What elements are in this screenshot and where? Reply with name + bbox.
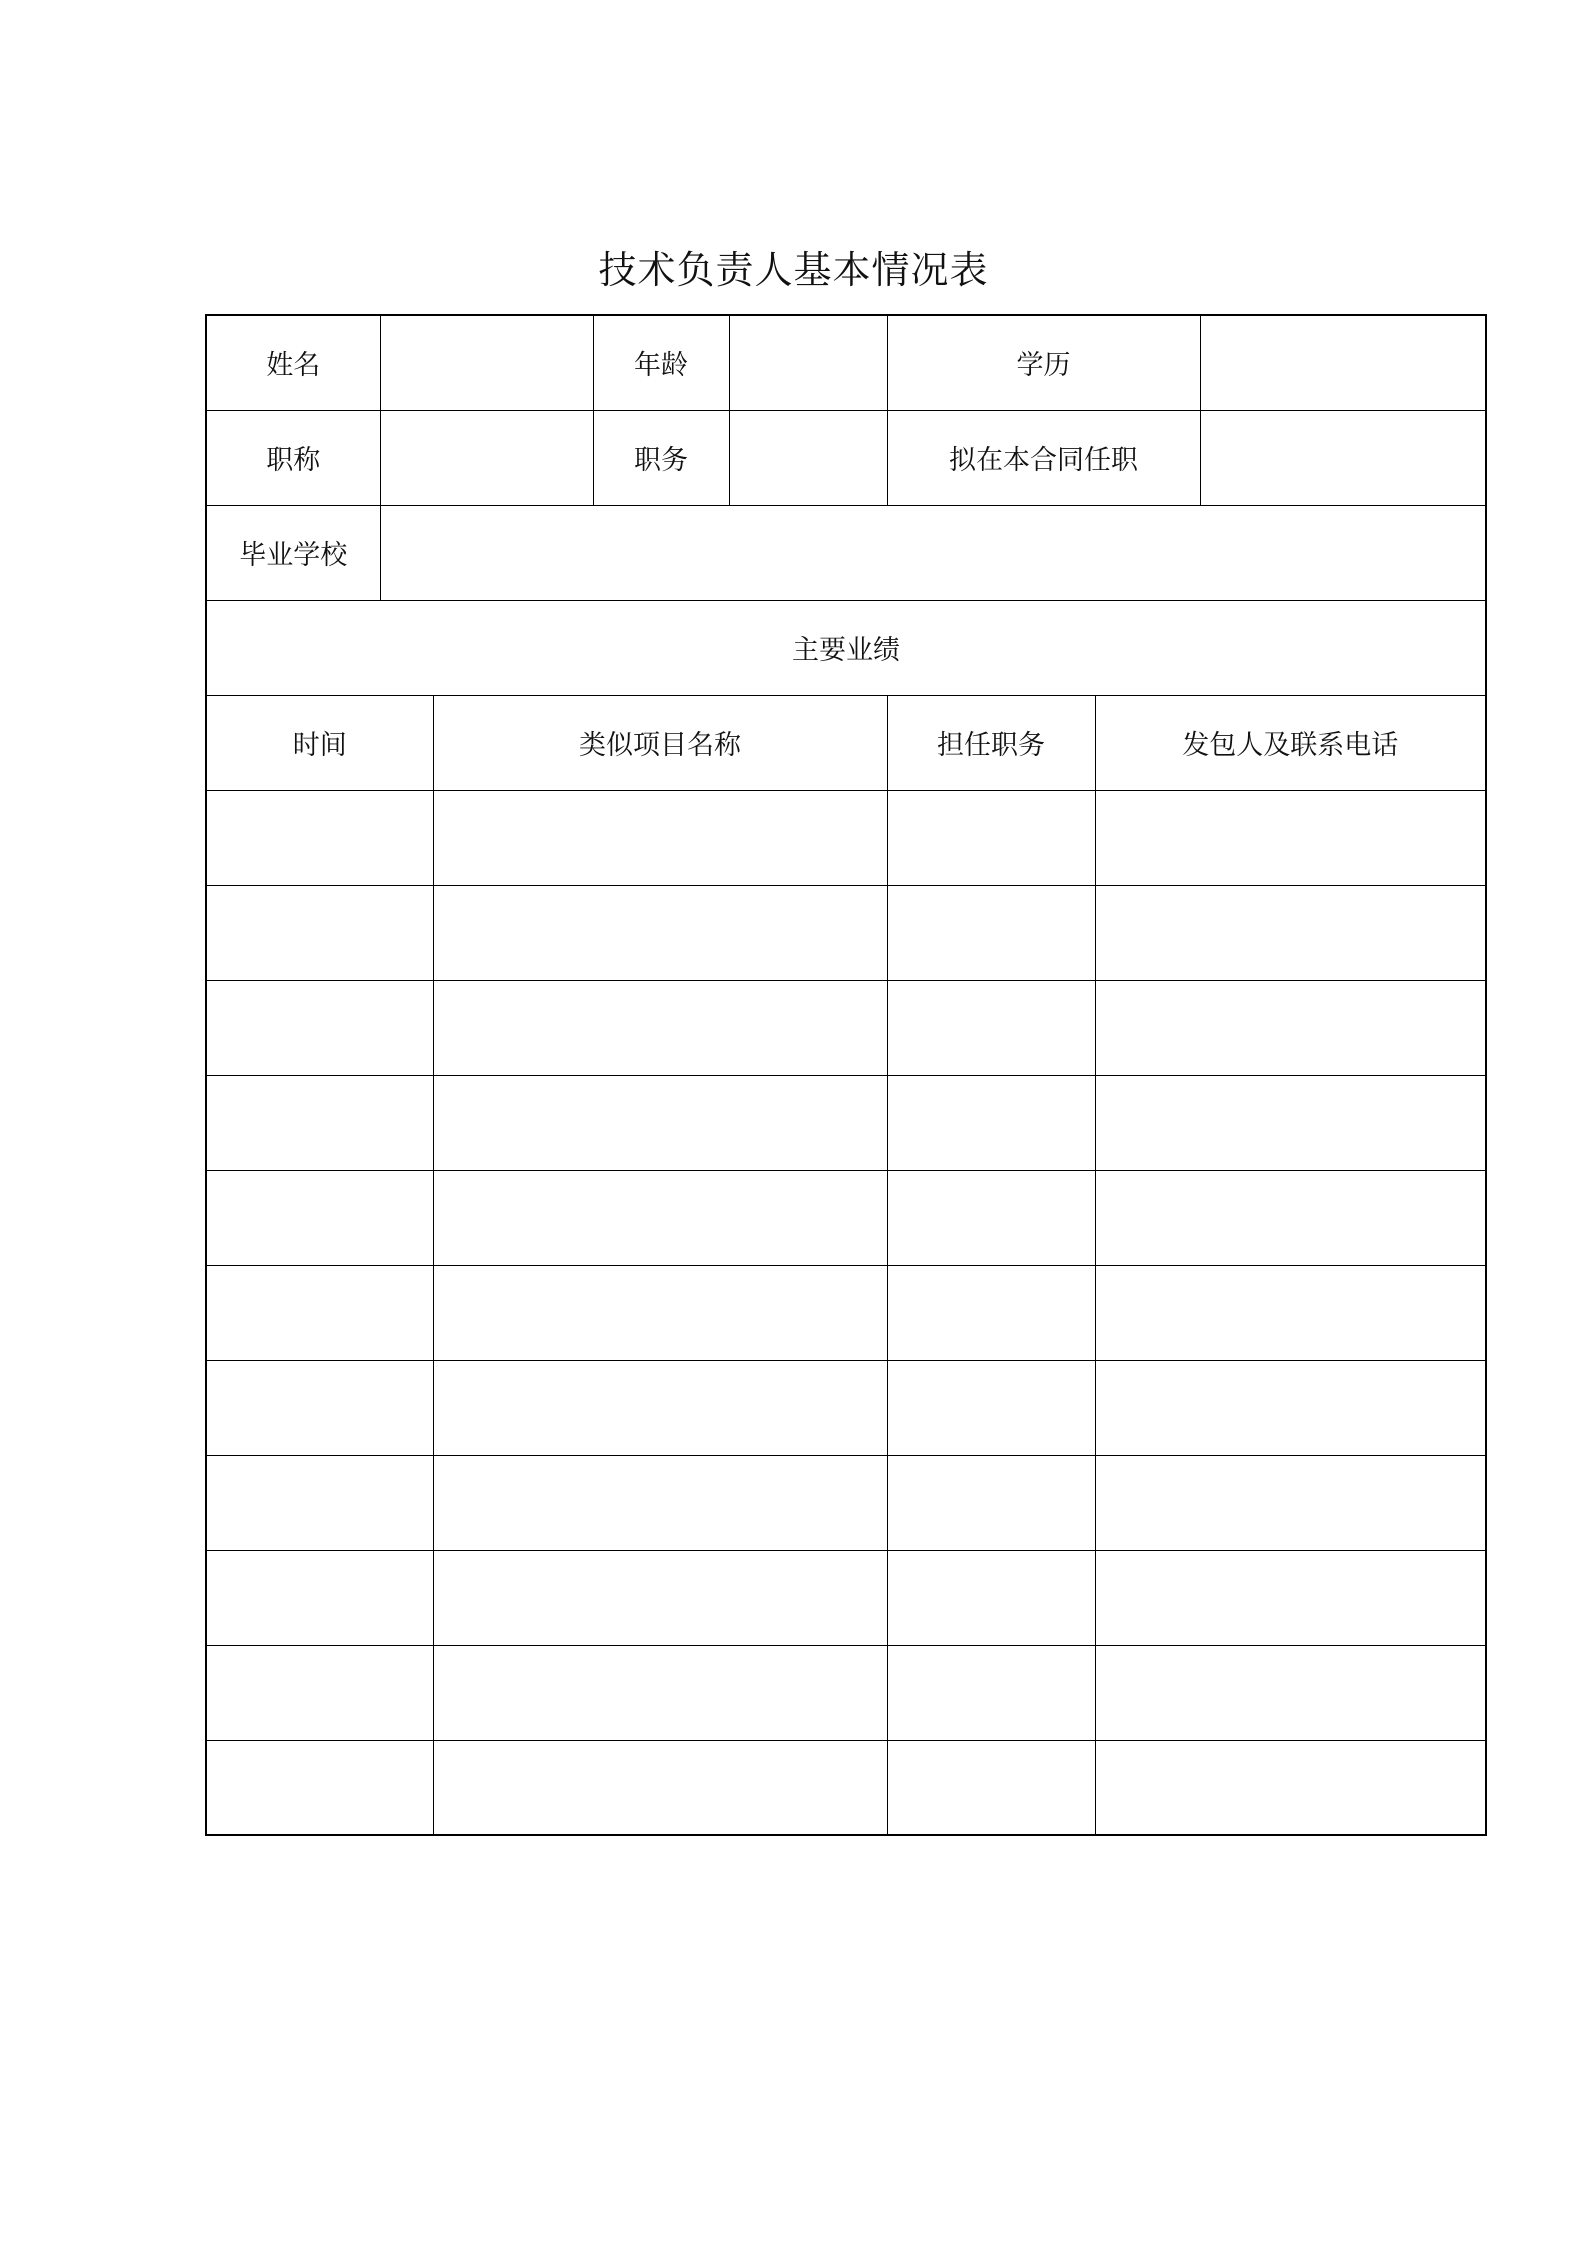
achievement-time-cell[interactable]	[206, 1170, 433, 1265]
proposed-role-field[interactable]	[1200, 410, 1486, 505]
achievement-time-cell[interactable]	[206, 790, 433, 885]
achievements-header-row	[206, 695, 1486, 790]
achievement-contact-cell[interactable]	[1095, 1170, 1486, 1265]
title-field[interactable]	[380, 410, 593, 505]
achievement-time-cell[interactable]	[206, 1550, 433, 1645]
column-header-time: 时间	[206, 695, 433, 790]
name-label: 姓名	[206, 315, 380, 410]
achievement-contact-cell[interactable]	[1095, 790, 1486, 885]
position-field[interactable]	[729, 410, 887, 505]
achievement-project-cell[interactable]	[433, 1740, 887, 1835]
achievement-row	[206, 790, 1486, 885]
page-title: 技术负责人基本情况表	[598, 248, 989, 292]
title-label: 职称	[206, 410, 380, 505]
achievement-time-cell[interactable]	[206, 1740, 433, 1835]
school-label: 毕业学校	[206, 505, 380, 600]
achievement-row	[206, 1170, 1486, 1265]
row-school	[206, 505, 1486, 600]
achievement-row	[206, 1265, 1486, 1360]
achievement-project-cell[interactable]	[433, 1645, 887, 1740]
achievement-role-cell[interactable]	[887, 980, 1095, 1075]
achievement-row	[206, 885, 1486, 980]
achievement-role-cell[interactable]	[887, 1360, 1095, 1455]
achievement-project-cell[interactable]	[433, 1265, 887, 1360]
achievement-role-cell[interactable]	[887, 790, 1095, 885]
achievement-role-cell[interactable]	[887, 1740, 1095, 1835]
achievement-time-cell[interactable]	[206, 980, 433, 1075]
achievement-row	[206, 1645, 1486, 1740]
row-achievements-title	[206, 600, 1486, 695]
achievement-row	[206, 1550, 1486, 1645]
row-basic-info-1	[206, 315, 1486, 410]
column-header-role: 担任职务	[887, 695, 1095, 790]
education-label: 学历	[887, 315, 1200, 410]
achievement-row	[206, 1740, 1486, 1835]
achievement-row	[206, 1075, 1486, 1170]
achievement-contact-cell[interactable]	[1095, 1740, 1486, 1835]
proposed-role-label: 拟在本合同任职	[887, 410, 1200, 505]
achievement-role-cell[interactable]	[887, 1645, 1095, 1740]
achievement-project-cell[interactable]	[433, 1360, 887, 1455]
achievement-time-cell[interactable]	[206, 885, 433, 980]
age-label: 年龄	[593, 315, 729, 410]
achievement-time-cell[interactable]	[206, 1645, 433, 1740]
achievement-project-cell[interactable]	[433, 1170, 887, 1265]
achievement-contact-cell[interactable]	[1095, 1360, 1486, 1455]
achievement-contact-cell[interactable]	[1095, 1455, 1486, 1550]
age-field[interactable]	[729, 315, 887, 410]
achievement-role-cell[interactable]	[887, 885, 1095, 980]
achievement-project-cell[interactable]	[433, 1075, 887, 1170]
name-field[interactable]	[380, 315, 593, 410]
school-field[interactable]	[380, 505, 1486, 600]
achievement-row	[206, 1360, 1486, 1455]
achievement-project-cell[interactable]	[433, 790, 887, 885]
achievement-contact-cell[interactable]	[1095, 1550, 1486, 1645]
position-label: 职务	[593, 410, 729, 505]
achievement-row	[206, 1455, 1486, 1550]
achievement-contact-cell[interactable]	[1095, 1075, 1486, 1170]
achievement-role-cell[interactable]	[887, 1170, 1095, 1265]
achievement-contact-cell[interactable]	[1095, 1645, 1486, 1740]
achievement-project-cell[interactable]	[433, 1455, 887, 1550]
technical-lead-form	[205, 314, 1487, 1836]
education-field[interactable]	[1200, 315, 1486, 410]
achievement-time-cell[interactable]	[206, 1360, 433, 1455]
achievement-project-cell[interactable]	[433, 980, 887, 1075]
achievements-section-title: 主要业绩	[206, 600, 1486, 695]
achievement-role-cell[interactable]	[887, 1550, 1095, 1645]
achievement-role-cell[interactable]	[887, 1265, 1095, 1360]
achievement-role-cell[interactable]	[887, 1075, 1095, 1170]
achievement-time-cell[interactable]	[206, 1265, 433, 1360]
column-header-client-contact: 发包人及联系电话	[1095, 695, 1486, 790]
achievement-contact-cell[interactable]	[1095, 980, 1486, 1075]
row-basic-info-2	[206, 410, 1486, 505]
achievement-project-cell[interactable]	[433, 885, 887, 980]
achievement-row	[206, 980, 1486, 1075]
achievement-time-cell[interactable]	[206, 1075, 433, 1170]
achievement-project-cell[interactable]	[433, 1550, 887, 1645]
achievement-contact-cell[interactable]	[1095, 1265, 1486, 1360]
achievement-role-cell[interactable]	[887, 1455, 1095, 1550]
column-header-project-name: 类似项目名称	[433, 695, 887, 790]
achievement-contact-cell[interactable]	[1095, 885, 1486, 980]
achievement-time-cell[interactable]	[206, 1455, 433, 1550]
